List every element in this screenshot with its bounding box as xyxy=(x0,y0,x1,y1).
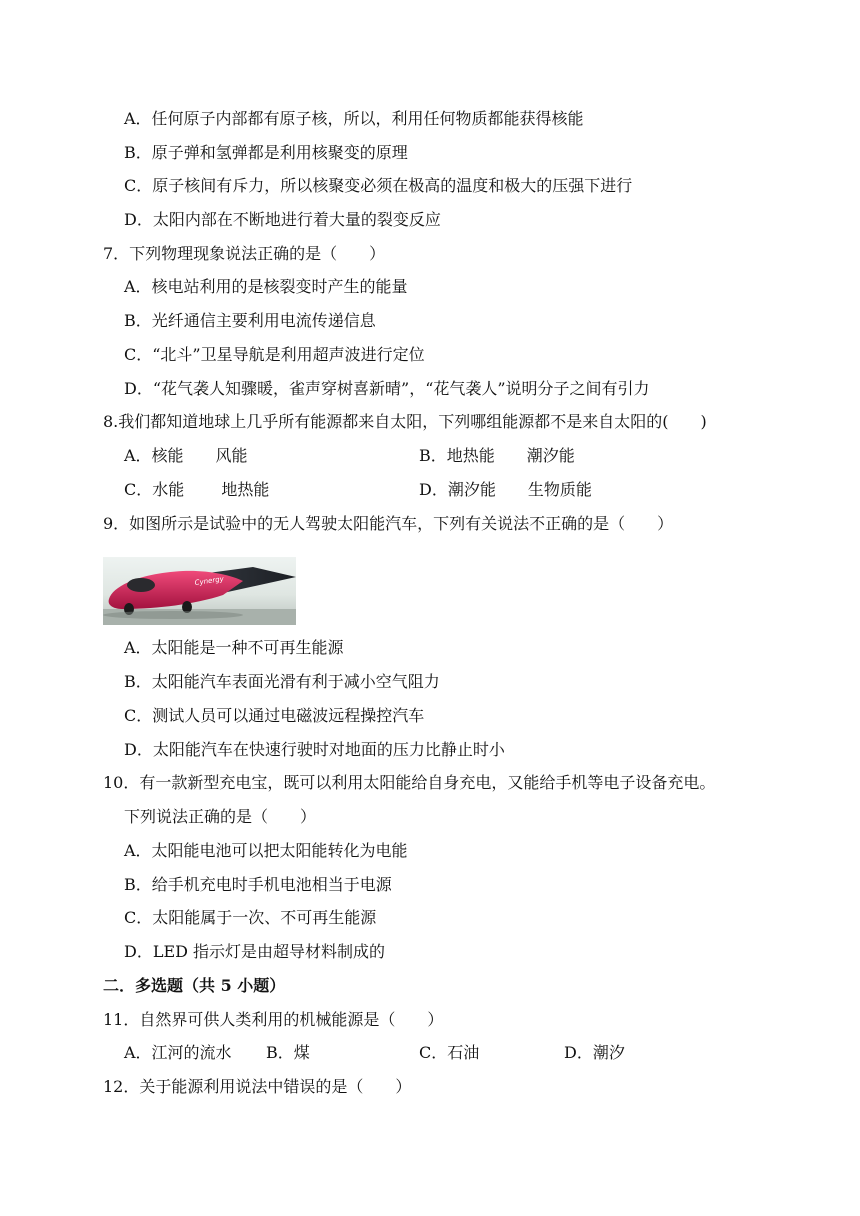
q9-option-c: C．测试人员可以通过电磁波远程操控汽车 xyxy=(124,706,425,725)
q8-option-c: C．水能 地热能 xyxy=(124,480,270,499)
q6-option-b: B．原子弹和氢弹都是利用核聚变的原理 xyxy=(124,143,408,162)
q10-option-b: B．给手机充电时手机电池相当于电源 xyxy=(124,875,392,894)
q11-option-d: D．潮汐 xyxy=(564,1043,625,1062)
q10-option-a: A．太阳能电池可以把太阳能转化为电能 xyxy=(124,841,408,860)
q7-option-d: D．“花气袭人知骤暖，雀声穿树喜新晴”，“花气袭人”说明分子之间有引力 xyxy=(124,379,650,398)
q8-option-b: B．地热能 潮汐能 xyxy=(419,446,575,465)
q11-stem: 11．自然界可供人类利用的机械能源是（ ） xyxy=(103,1010,444,1029)
solar-car-image xyxy=(103,557,296,625)
q6-option-a: A．任何原子内部都有原子核，所以，利用任何物质都能获得核能 xyxy=(124,109,584,128)
q8-option-a: A．核能 风能 xyxy=(124,446,248,465)
q8-stem: 8.我们都知道地球上几乎所有能源都来自太阳，下列哪组能源都不是来自太阳的( ) xyxy=(103,412,707,431)
q10-option-c: C．太阳能属于一次、不可再生能源 xyxy=(124,908,377,927)
section-heading-multiple-choice: 二．多选题（共 5 小题） xyxy=(103,976,286,995)
q9-option-d: D．太阳能汽车在快速行驶时对地面的压力比静止时小 xyxy=(124,740,505,759)
q9-option-b: B．太阳能汽车表面光滑有利于减小空气阻力 xyxy=(124,672,440,691)
q7-option-c: C．“北斗”卫星导航是利用超声波进行定位 xyxy=(124,345,425,364)
q9-option-a: A．太阳能是一种不可再生能源 xyxy=(124,638,344,657)
solar-car-body-text: Cynergy xyxy=(194,574,225,587)
q10-option-d: D．LED 指示灯是由超导材料制成的 xyxy=(124,942,386,961)
q6-option-c: C．原子核间有斥力，所以核聚变必须在极高的温度和极大的压强下进行 xyxy=(124,176,633,195)
q11-option-c: C．石油 xyxy=(419,1043,480,1062)
q11-option-b: B．煤 xyxy=(266,1043,310,1062)
q6-option-d: D．太阳内部在不断地进行着大量的裂变反应 xyxy=(124,210,441,229)
q12-stem: 12．关于能源利用说法中错误的是（ ） xyxy=(103,1077,412,1096)
q8-option-d: D．潮汐能 生物质能 xyxy=(419,480,592,499)
q7-stem: 7．下列物理现象说法正确的是（ ） xyxy=(103,244,386,263)
q7-option-b: B．光纤通信主要利用电流传递信息 xyxy=(124,311,376,330)
q11-option-a: A．江河的流水 xyxy=(124,1043,232,1062)
q10-stem-line2: 下列说法正确的是（ ） xyxy=(124,807,317,826)
q10-stem-line1: 10．有一款新型充电宝，既可以利用太阳能给自身充电，又能给手机等电子设备充电。 xyxy=(103,773,716,792)
q7-option-a: A．核电站利用的是核裂变时产生的能量 xyxy=(124,277,408,296)
q9-stem: 9．如图所示是试验中的无人驾驶太阳能汽车，下列有关说法不正确的是（ ） xyxy=(103,514,674,533)
